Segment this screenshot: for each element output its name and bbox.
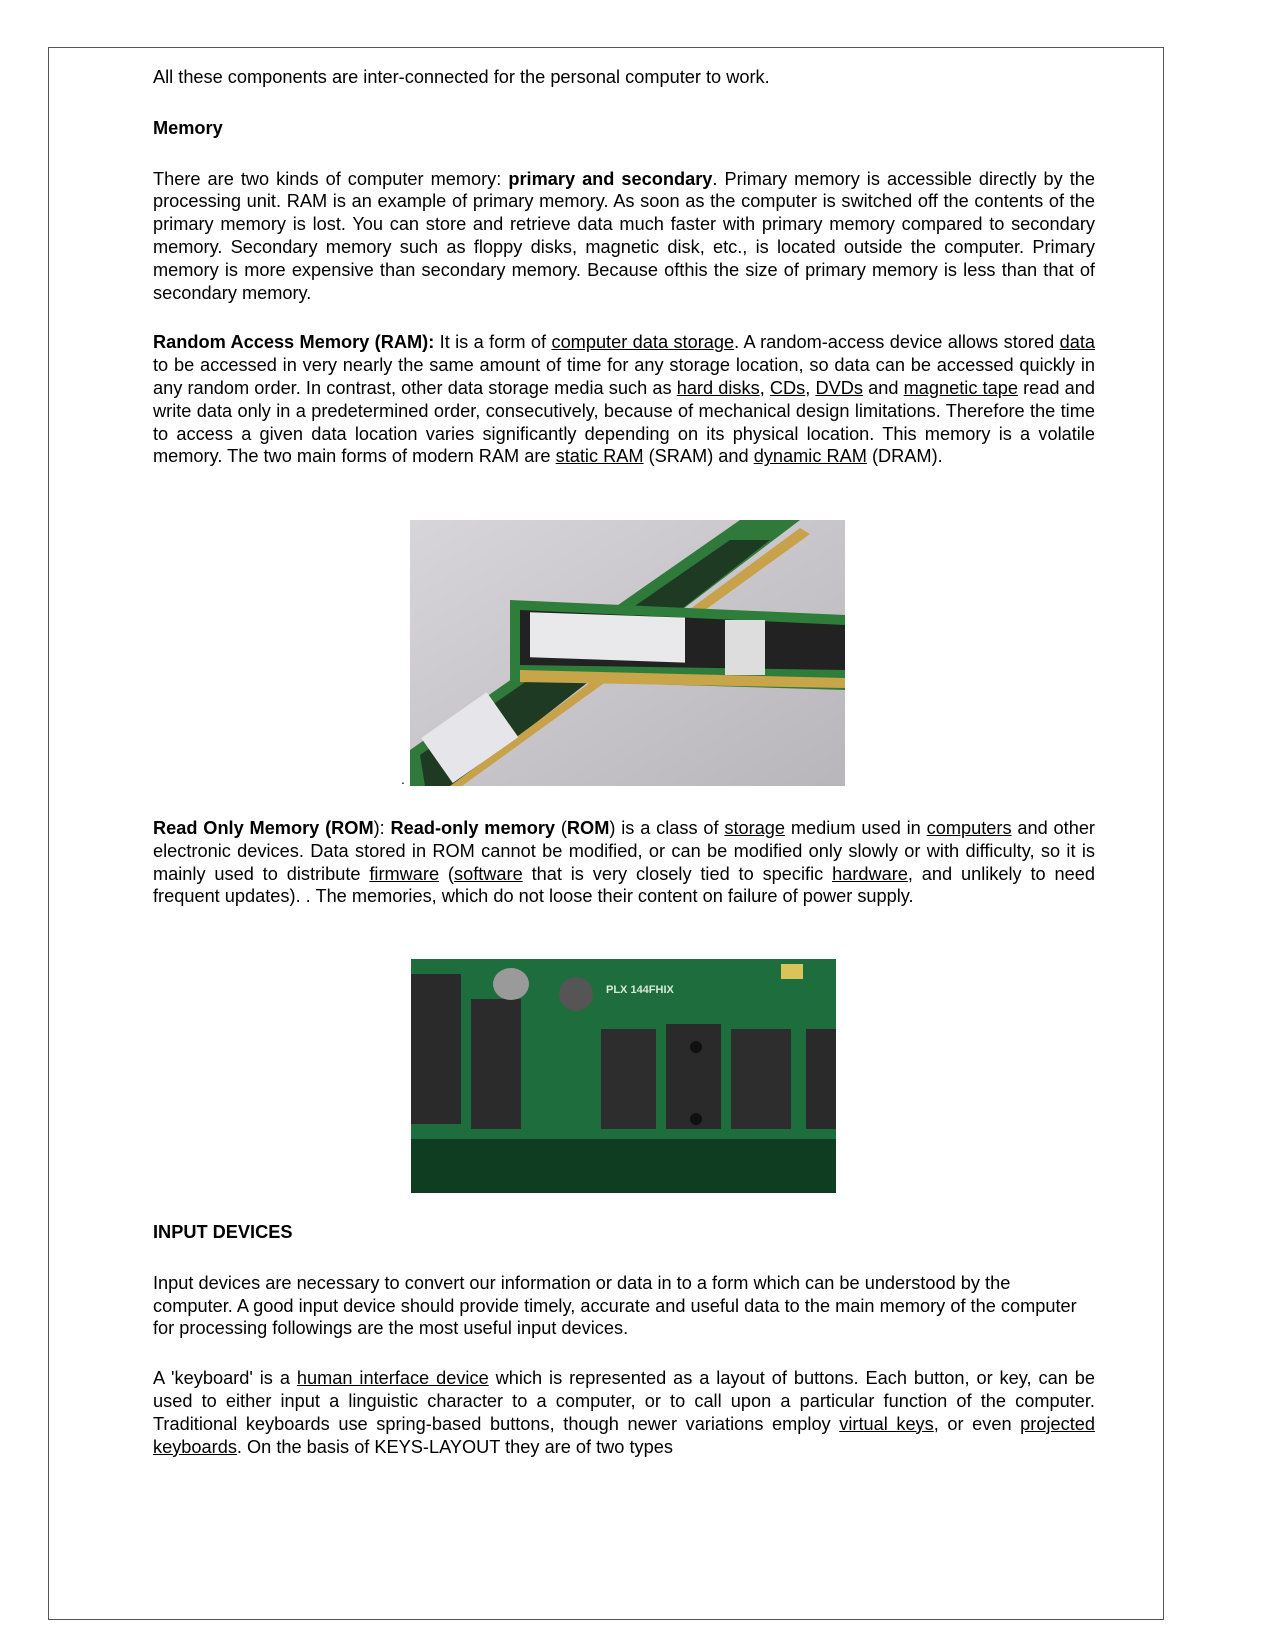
link-static-ram[interactable]: static RAM: [555, 446, 644, 467]
link-cds[interactable]: CDs: [769, 377, 806, 398]
text: and other electronic devices. Data stored in ROM cannot be modified, or can be modified only slowly or with difficulty, so it is mainly used to distribute: [153, 818, 1095, 884]
link-magnetic-tape[interactable]: magnetic tape: [903, 377, 1018, 398]
link-virtual-keys[interactable]: virtual keys: [839, 1413, 934, 1434]
bold-text: ROM: [566, 818, 610, 838]
text: ,: [759, 377, 770, 398]
text: (: [439, 863, 454, 884]
link-firmware[interactable]: firmware: [369, 863, 440, 884]
text: ) is a class of: [609, 818, 725, 838]
text: , or even: [933, 1413, 1021, 1434]
text: , and unlikely to need frequent updates). . The memories, which do not loose their content on failure of power supply.: [153, 863, 1095, 907]
ram-modules-image: [410, 520, 845, 786]
link-human-interface-device[interactable]: human interface device: [296, 1368, 489, 1389]
text: ):: [373, 818, 391, 838]
text: . A random-access device allows stored: [734, 332, 1060, 353]
bold-text: Read-only memory: [390, 818, 556, 838]
caption-dot: .: [401, 771, 405, 787]
text: to be accessed in very nearly the same amount of time for any storage location, so data can be accessed quickly in any random order. In contrast, other data storage media such as: [153, 355, 1095, 398]
rom-section: [153, 817, 1095, 908]
text: read and write data only in a predetermined order, consecutively, because of mechanical design limitations. Therefore the time to access a given data location varies significantly depending on its physical location. This memory is a volatile memory. The two main forms of modern RAM are: [153, 377, 1095, 467]
link-projected-keyboards[interactable]: projected keyboards: [153, 1413, 1095, 1457]
rom-chips-image: [411, 959, 836, 1193]
link-data[interactable]: data: [1059, 332, 1096, 353]
rom-term: Read Only Memory (ROM: [153, 818, 374, 838]
text: A 'keyboard' is a: [153, 1368, 297, 1389]
link-software[interactable]: software: [453, 863, 523, 884]
text: which is represented as a layout of buttons. Each button, or key, can be used to either input a linguistic character to a computer, or to call upon a particular function of the computer. Traditional keyboards use spring-based buttons, though newer variations employ: [153, 1368, 1095, 1434]
link-dvds[interactable]: DVDs: [815, 377, 863, 398]
text: (SRAM) and: [643, 446, 754, 467]
bold-text: primary and secondary: [508, 168, 713, 189]
document-body: [153, 66, 1095, 468]
text: and: [862, 377, 904, 398]
link-storage[interactable]: storage: [724, 818, 786, 838]
keyboard-paragraph: [153, 1367, 1095, 1458]
text: . Primary memory is accessible directly by the processing unit. RAM is an example of primary memory. As soon as the computer is switched off the contents of the primary memory is lost. You can store and retrieve data much faster with primary memory compared to secondary memory. Secondary memory such as floppy disks, magnetic disk, etc., is located outside the computer. Primary memory is more expensive than secondary memory. Because ofthis the size of primary memory is less than that of secondary memory.: [153, 168, 1095, 303]
link-hardware[interactable]: hardware: [832, 863, 908, 884]
link-dynamic-ram[interactable]: dynamic RAM: [753, 446, 867, 467]
memory-paragraph: [153, 168, 1095, 305]
text: It is a form of: [434, 332, 552, 353]
text: (DRAM).: [866, 446, 943, 467]
chip-label: PLX 144FHIX: [606, 984, 674, 996]
rom-paragraph: [153, 817, 1095, 908]
intro-paragraph: All these components are inter-connected for the personal computer to work.: [153, 67, 770, 87]
link-hard-disks[interactable]: hard disks: [676, 377, 760, 398]
input-section: [153, 1221, 1095, 1458]
text: (: [555, 818, 567, 838]
ram-paragraph: [153, 331, 1095, 468]
text: medium used in: [785, 818, 927, 838]
text: ,: [805, 377, 816, 398]
input-devices-heading: INPUT DEVICES: [153, 1222, 293, 1242]
input-devices-paragraph: Input devices are necessary to convert our information or data in to a form which can be understood by the computer. A good input device should provide timely, accurate and useful data to the main memory of the computer for processing followings are the most useful input devices.: [153, 1272, 1077, 1339]
text: . On the basis of KEYS-LAYOUT they are of two types: [236, 1436, 673, 1457]
memory-heading: Memory: [153, 117, 223, 138]
text: There are two kinds of computer memory:: [153, 168, 509, 189]
link-computer-data-storage[interactable]: computer data storage: [551, 332, 735, 353]
text: that is very closely tied to specific: [522, 863, 833, 884]
ram-term: Random Access Memory (RAM):: [153, 332, 435, 353]
link-computers[interactable]: computers: [926, 818, 1012, 838]
